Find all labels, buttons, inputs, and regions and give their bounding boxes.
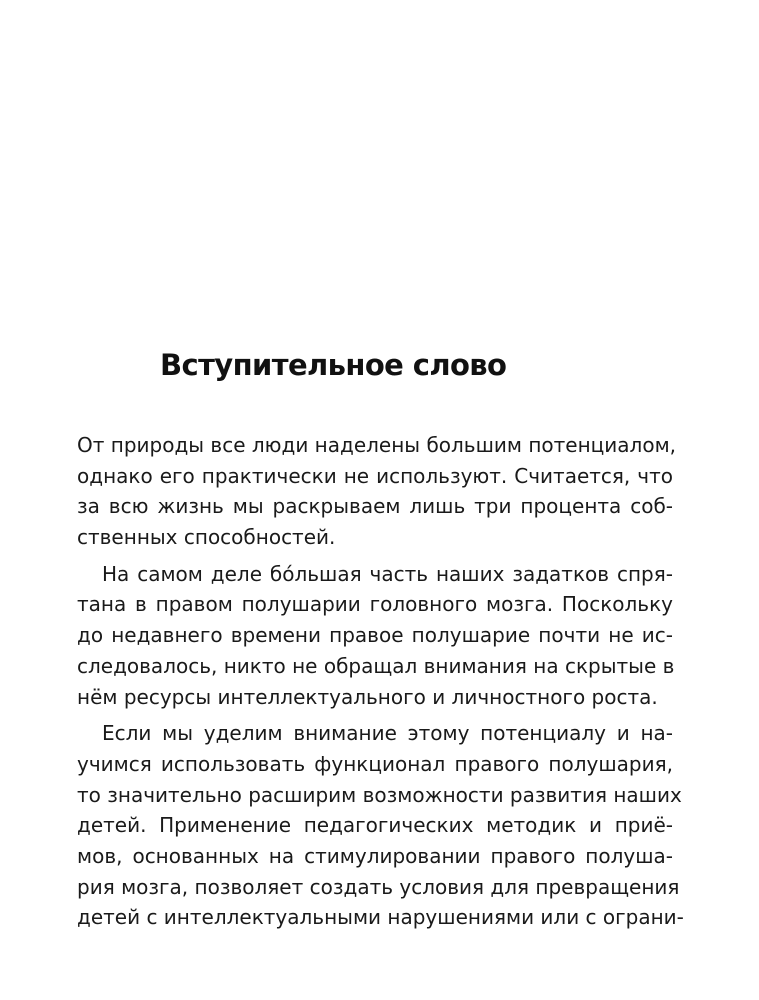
- text-line: рия мозга, позволяет создать условия для превращения: [77, 874, 680, 899]
- chapter-heading: Вступительное слово: [160, 348, 507, 382]
- text-line: мов, основанных на стимулировании правого полуша-: [77, 843, 673, 868]
- text-line: детей с интеллектуальными нарушениями или с ограни-: [77, 905, 684, 930]
- text-line: за всю жизнь мы раскрываем лишь три процента соб-: [77, 494, 673, 519]
- text-line: Если мы уделим внимание этому потенциалу и на-: [102, 721, 673, 746]
- text-line: На самом деле бо́льшая часть наших задатков спря-: [102, 561, 673, 586]
- body-text: [77, 430, 684, 939]
- text-line: детей. Применение педагогических методик и приё-: [77, 813, 673, 838]
- text-line: От природы все люди наделены большим потенциалом,: [77, 433, 677, 457]
- text-line: следовалось, никто не обращал внимания на скрытые в: [77, 653, 675, 678]
- paragraph-1: [77, 430, 677, 553]
- text-line: однако его практически не используют. Считается, что: [77, 463, 673, 488]
- paragraph-2: [77, 559, 673, 712]
- text-line: ственных способностей.: [77, 525, 336, 550]
- text-line: тана в правом полушарии головного мозга. Поскольку: [77, 592, 673, 617]
- paragraph-3: [77, 718, 684, 933]
- text-line: до недавнего времени правое полушарие почти не ис-: [77, 623, 673, 648]
- text-line: то значительно расширим возможности развития наших: [77, 782, 682, 807]
- text-line: учимся использовать функционал правого полушария,: [77, 751, 673, 776]
- text-line: нём ресурсы интеллектуального и личностного роста.: [77, 684, 658, 709]
